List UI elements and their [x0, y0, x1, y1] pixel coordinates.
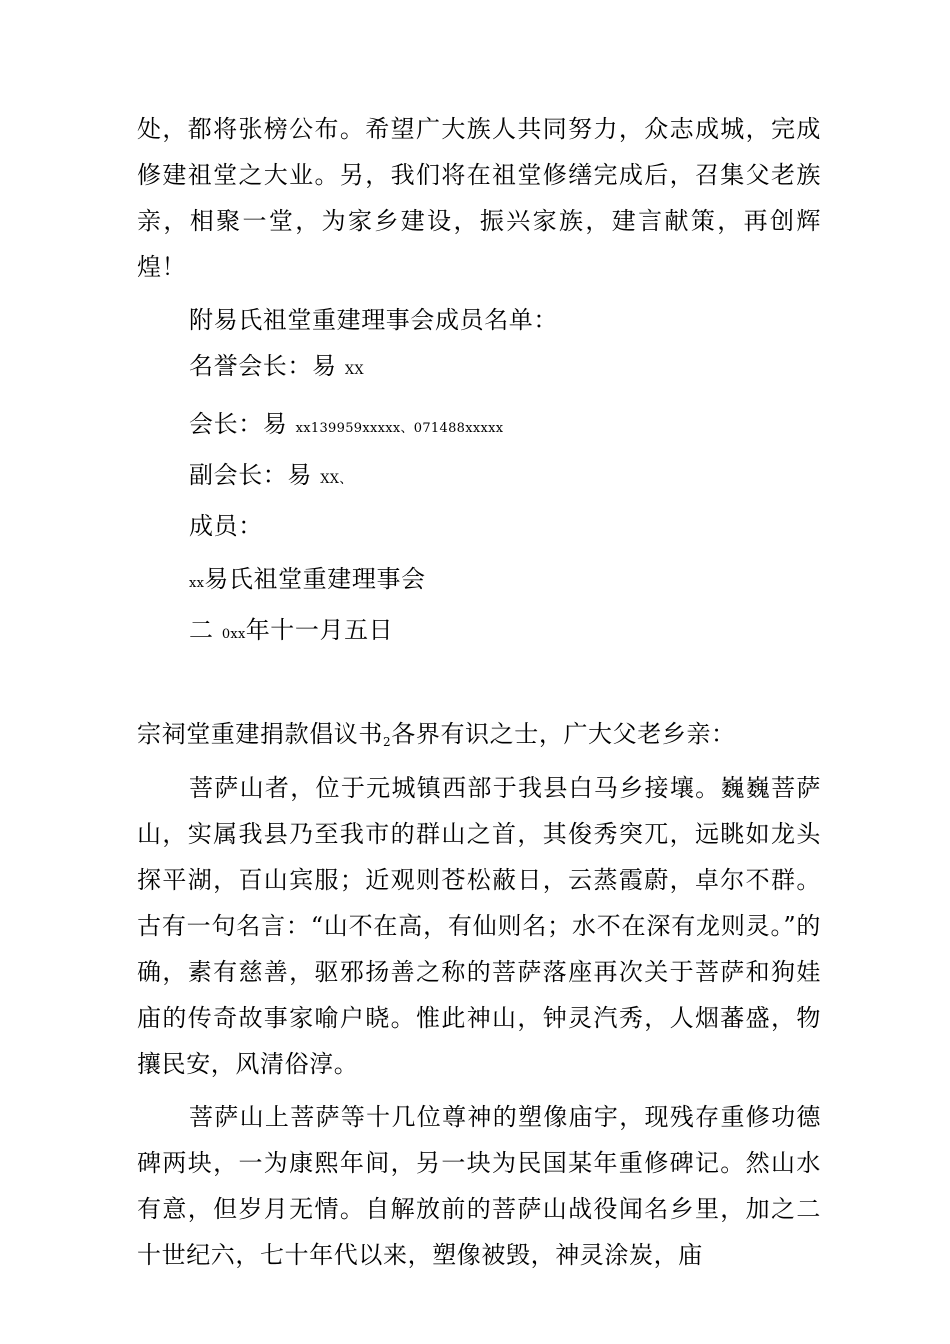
vice-president-name: XX、 [320, 472, 353, 487]
vice-president-label: 副会长：易 [189, 461, 312, 489]
members-line: 成员： [189, 512, 263, 540]
signature-org [137, 556, 821, 607]
honorary-president-label: 名誉会长：易 [189, 352, 337, 380]
temple-paragraph: 菩萨山上菩萨等十几位尊神的塑像庙宇，现残存重修功德碑两块，一为康熙年间，另一块为民国某年重修碑记。然山水有意，但岁月无情。自解放前的菩萨山战役闻名乡里，加之二十世纪六，七十年代以来，塑像被毁，神灵涂炭，庙 [137, 1103, 821, 1269]
honorary-president-line [137, 343, 821, 394]
vice-president-line [137, 452, 821, 503]
section-gap [137, 658, 821, 704]
signature-prefix: xx [189, 576, 205, 591]
honorary-president-name: XX [344, 363, 364, 378]
date-part-b: 0xx [221, 627, 246, 642]
date-part-a: 二 [189, 616, 214, 644]
president-line [137, 401, 821, 452]
mountain-paragraph: 菩萨山者，位于元城镇西部于我县白马乡接壤。巍巍菩萨山，实属我县乃至我市的群山之首，其俊秀突兀，远眺如龙头探平湖，百山宾服；近观则苍松蔽日，云蒸霞蔚，卓尔不群。古有一句名言：“山不在高，有仙则名；水不在深有龙则灵。”的确，素有慈善，驱邪扬善之称的菩萨落座再次关于菩萨和狗娃庙的传奇故事家喻户晓。惟此神山，钟灵汽秀，人烟蕃盛，物攘民安，风清俗淳。 [137, 774, 821, 1078]
section2-title: 宗祠堂重建捐款倡议书 [137, 720, 383, 748]
signature-org-name: 易氏祖堂重建理事会 [204, 565, 426, 593]
section2-number: 2 [383, 735, 392, 749]
section2-heading [137, 711, 821, 765]
section2-greeting: 各界有识之士，广大父老乡亲： [391, 720, 736, 748]
date-part-c: 年十一月五日 [245, 616, 394, 644]
member-list-title: 附易氏祖堂重建理事会成员名单： [189, 306, 558, 334]
president-label: 会长：易 [189, 410, 288, 438]
closing-paragraph: 处，都将张榜公布。希望广大族人共同努力，众志成城，完成修建祖堂之大业。另，我们将在祖堂修缮完成后，召集父老族亲，相聚一堂，为家乡建设，振兴家族，建言献策，再创辉煌！ [137, 115, 821, 281]
president-contact: xx139959xxxxx、071488xxxxx [295, 421, 504, 436]
text-column [137, 106, 821, 1278]
signature-date [137, 607, 821, 658]
